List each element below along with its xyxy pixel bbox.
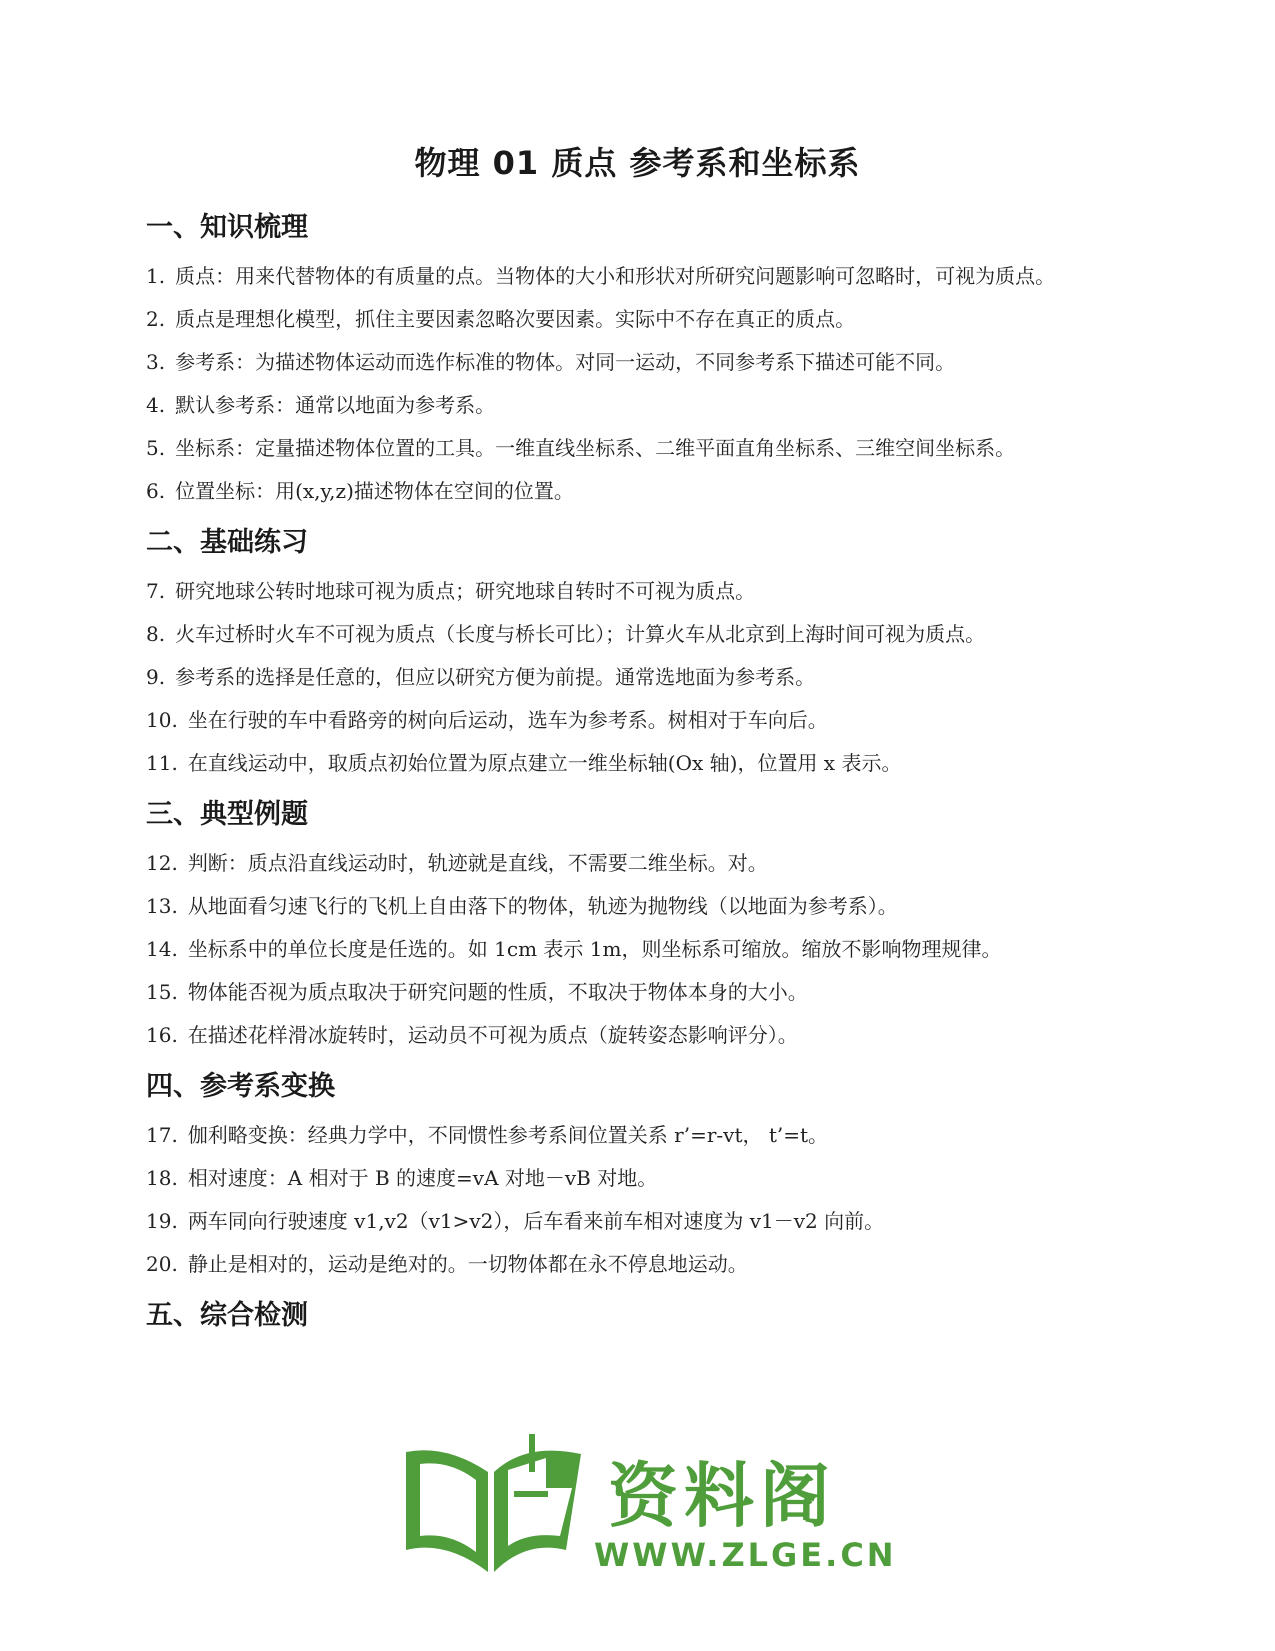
item-number: 12. [146,851,178,875]
list-item [146,702,1126,738]
watermark-text-en: WWW.ZLGE.CN [594,1536,897,1574]
item-number: 18. [146,1166,178,1190]
page-title: 物理 01 质点 参考系和坐标系 [414,144,861,182]
item-text: 参考系：为描述物体运动而选作标准的物体。对同一运动，不同参考系下描述可能不同。 [175,350,956,374]
item-number: 7. [146,579,166,603]
list-item [146,745,1126,781]
item-text: 研究地球公转时地球可视为质点；研究地球自转时不可视为质点。 [175,579,756,603]
item-text: 在描述花样滑冰旋转时，运动员不可视为质点（旋转姿态影响评分）。 [187,1023,798,1047]
list-item [146,1160,1126,1196]
section-heading: 二、基础练习 [146,527,308,558]
item-number: 15. [146,980,178,1004]
list-item [146,430,1126,466]
book-icon [396,1432,596,1582]
item-number: 4. [146,393,166,417]
item-number: 19. [146,1209,178,1233]
item-number: 20. [146,1252,178,1276]
list-item [146,573,1126,609]
list-item [146,473,1126,509]
section-heading: 一、知识梳理 [146,212,308,243]
list-item [146,258,1126,294]
section-comprehensive-test [146,1296,1126,1336]
item-text: 坐标系：定量描述物体位置的工具。一维直线坐标系、二维平面直角坐标系、三维空间坐标系。 [175,436,1016,460]
item-text: 判断：质点沿直线运动时，轨迹就是直线，不需要二维坐标。对。 [187,851,768,875]
list-item [146,845,1126,881]
list-item [146,1246,1126,1282]
list-item [146,888,1126,924]
watermark-text-cn: 资料阁 [608,1455,836,1537]
item-text: 质点：用来代替物体的有质量的点。当物体的大小和形状对所研究问题影响可忽略时，可视为质点。 [175,264,1056,288]
list-item [146,1017,1126,1053]
section-typical-examples [146,795,1126,1053]
item-text: 质点是理想化模型，抓住主要因素忽略次要因素。实际中不存在真正的质点。 [175,307,856,331]
item-number: 16. [146,1023,178,1047]
list-item [146,974,1126,1010]
item-number: 14. [146,937,178,961]
list-item [146,1203,1126,1239]
item-text: 坐在行驶的车中看路旁的树向后运动，选车为参考系。树相对于车向后。 [187,708,828,732]
item-text: 位置坐标：用(x,y,z)描述物体在空间的位置。 [175,479,574,503]
item-text: 从地面看匀速飞行的飞机上自由落下的物体，轨迹为抛物线（以地面为参考系）。 [187,894,898,918]
item-number: 13. [146,894,178,918]
item-text: 物体能否视为质点取决于研究问题的性质，不取决于物体本身的大小。 [187,980,808,1004]
list-item [146,1117,1126,1153]
item-text: 火车过桥时火车不可视为质点（长度与桥长可比）；计算火车从北京到上海时间可视为质点。 [175,622,986,646]
item-text: 坐标系中的单位长度是任选的。如 1cm 表示 1m，则坐标系可缩放。缩放不影响物理规律。 [187,937,1002,961]
item-text: 静止是相对的，运动是绝对的。一切物体都在永不停息地运动。 [187,1252,748,1276]
section-heading: 五、综合检测 [146,1300,308,1331]
item-text: 在直线运动中，取质点初始位置为原点建立一维坐标轴(Ox 轴)，位置用 x 表示。 [187,751,902,775]
item-number: 8. [146,622,166,646]
item-text: 参考系的选择是任意的，但应以研究方便为前提。通常选地面为参考系。 [175,665,816,689]
item-text: 相对速度：A 相对于 B 的速度=vA 对地－vB 对地。 [187,1166,658,1190]
list-item [146,616,1126,652]
item-number: 2. [146,307,166,331]
document-body [146,208,1126,1350]
section-heading: 三、典型例题 [146,799,308,830]
item-text: 默认参考系：通常以地面为参考系。 [175,393,496,417]
watermark-logo [396,1432,897,1592]
list-item [146,344,1126,380]
item-number: 10. [146,708,178,732]
item-number: 6. [146,479,166,503]
item-text: 伽利略变换：经典力学中，不同惯性参考系间位置关系 r’=r-vt， t’=t。 [187,1123,829,1147]
item-number: 5. [146,436,166,460]
item-text: 两车同向行驶速度 v1,v2（v1>v2），后车看来前车相对速度为 v1－v2 向前。 [187,1209,885,1233]
section-knowledge [146,208,1126,509]
section-heading: 四、参考系变换 [146,1071,335,1102]
list-item [146,301,1126,337]
item-number: 17. [146,1123,178,1147]
item-number: 11. [146,751,178,775]
list-item [146,659,1126,695]
section-frame-transform [146,1067,1126,1282]
section-basic-practice [146,523,1126,781]
item-number: 3. [146,350,166,374]
list-item [146,387,1126,423]
list-item [146,931,1126,967]
item-number: 9. [146,665,166,689]
item-number: 1. [146,264,166,288]
